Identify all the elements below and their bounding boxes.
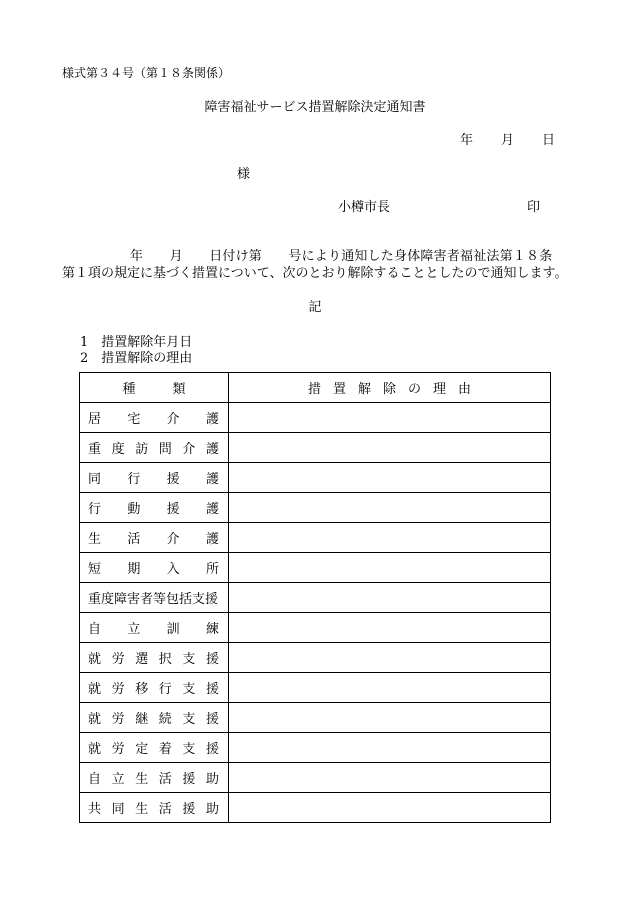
reason-cell[interactable] (229, 733, 551, 763)
reason-cell[interactable] (229, 703, 551, 733)
service-type-char: 択 (158, 652, 172, 667)
document-title: 障害福祉サービス措置解除決定通知書 (204, 100, 426, 115)
issuer-name: 小樽市長 (338, 200, 391, 215)
service-type-char: 宅 (127, 412, 141, 427)
reason-cell[interactable] (229, 493, 551, 523)
table-row (80, 733, 551, 763)
service-type-cell (80, 583, 229, 613)
service-type-char: 介 (182, 442, 196, 457)
date-day: 日 (542, 133, 556, 148)
service-type-char: 援 (205, 682, 219, 697)
service-type-cell (80, 553, 229, 583)
header-type: 種 類 (80, 373, 229, 403)
service-type-char: 護 (205, 412, 219, 427)
body-line-2: 第１項の規定に基づく措置について、次のとおり解除することとしたので通知します。 (62, 266, 568, 281)
service-type-char: 自 (88, 772, 102, 787)
date-line (460, 129, 555, 148)
service-type-char: 援 (166, 502, 180, 517)
table-row (80, 433, 551, 463)
service-type-cell (80, 463, 229, 493)
service-type-char: 訓 (166, 622, 180, 637)
service-type-cell (80, 733, 229, 763)
service-type-char: 護 (205, 442, 219, 457)
table-row (80, 703, 551, 733)
item-1: 1 措置解除年月日 (80, 335, 193, 350)
service-type-char: 問 (158, 442, 172, 457)
service-type-char: 自 (88, 622, 102, 637)
service-type-char: 立 (111, 772, 125, 787)
service-type-char: 労 (111, 742, 125, 757)
service-type-char: 援 (166, 472, 180, 487)
header-reason: 措置解除の理由 (229, 373, 551, 403)
service-type-char: 支 (182, 712, 196, 727)
service-type-char: 活 (158, 772, 172, 787)
service-type-char: 労 (111, 682, 125, 697)
service-type-char: 所 (205, 562, 219, 577)
service-type-char: 練 (205, 622, 219, 637)
service-type-cell (80, 673, 229, 703)
date-year: 年 (460, 133, 474, 148)
service-type-cell (80, 523, 229, 553)
service-type-char: 移 (135, 682, 149, 697)
service-type-char: 立 (127, 622, 141, 637)
table-row (80, 763, 551, 793)
service-type-char: 続 (158, 712, 172, 727)
service-type-char: 就 (88, 742, 102, 757)
service-type-char: 継 (135, 712, 149, 727)
service-type-char: 労 (111, 652, 125, 667)
service-type-char: 介 (166, 532, 180, 547)
reason-cell[interactable] (229, 763, 551, 793)
reason-cell[interactable] (229, 403, 551, 433)
service-type-cell (80, 703, 229, 733)
service-type-char: 援 (205, 652, 219, 667)
item-2: 2 措置解除の理由 (80, 351, 193, 366)
service-type-cell (80, 763, 229, 793)
table-row (80, 463, 551, 493)
service-type-char: 支 (182, 742, 196, 757)
service-type-char: 労 (111, 712, 125, 727)
table-row (80, 403, 551, 433)
table-row (80, 583, 551, 613)
service-type-char: 助 (205, 802, 219, 817)
service-type-char: 度 (111, 442, 125, 457)
service-type-char: 選 (135, 652, 149, 667)
addressee-suffix: 様 (237, 167, 251, 182)
service-type-char: 同 (111, 802, 125, 817)
service-type-char: 就 (88, 682, 102, 697)
service-type-char: 活 (158, 802, 172, 817)
service-type-cell (80, 613, 229, 643)
ki-heading: 記 (308, 300, 322, 315)
service-type-char: 着 (158, 742, 172, 757)
service-type-char: 護 (205, 532, 219, 547)
reason-cell[interactable] (229, 613, 551, 643)
service-type-char: 就 (88, 712, 102, 727)
reason-cell[interactable] (229, 793, 551, 823)
service-type-char: 訪 (135, 442, 149, 457)
service-type-char: 護 (205, 472, 219, 487)
service-type-char: 期 (127, 562, 141, 577)
table-row (80, 613, 551, 643)
service-type-char: 生 (135, 772, 149, 787)
table-row (80, 493, 551, 523)
service-type-char: 行 (88, 502, 102, 517)
service-type-char: 動 (127, 502, 141, 517)
service-type-char: 定 (135, 742, 149, 757)
reason-cell[interactable] (229, 643, 551, 673)
form-number: 様式第３４号（第１８条関係） (62, 66, 231, 80)
service-type-cell (80, 793, 229, 823)
reason-cell[interactable] (229, 463, 551, 493)
service-type-char: 援 (205, 742, 219, 757)
table-row (80, 553, 551, 583)
table-header-row (80, 373, 551, 403)
reason-cell[interactable] (229, 673, 551, 703)
service-type-char: 生 (88, 532, 102, 547)
body-line-1: 年 月 日付け第 号により通知した身体障害者福祉法第１８条 (130, 249, 553, 264)
reason-cell[interactable] (229, 433, 551, 463)
service-type-char: 短 (88, 562, 102, 577)
table-row (80, 793, 551, 823)
table-row (80, 643, 551, 673)
table-row (80, 523, 551, 553)
service-type-char: 重 (88, 442, 102, 457)
service-type-char: 援 (205, 712, 219, 727)
service-type-cell (80, 643, 229, 673)
service-type-char: 就 (88, 652, 102, 667)
table-row (80, 673, 551, 703)
service-type-char: 共 (88, 802, 102, 817)
service-type-char: 活 (127, 532, 141, 547)
service-type-char: 行 (127, 472, 141, 487)
service-type-cell (80, 493, 229, 523)
reason-table (79, 372, 551, 823)
service-type-char: 援 (182, 802, 196, 817)
service-type-cell (80, 433, 229, 463)
service-type-char: 同 (88, 472, 102, 487)
service-type-char: 生 (135, 802, 149, 817)
service-type-char: 入 (166, 562, 180, 577)
service-type-char: 助 (205, 772, 219, 787)
service-type-char: 居 (88, 412, 102, 427)
service-type-char: 支 (182, 652, 196, 667)
service-type-cell (80, 403, 229, 433)
service-type-char: 行 (158, 682, 172, 697)
service-type-char: 重度障害者等包括支援 (88, 592, 219, 607)
service-type-char: 援 (182, 772, 196, 787)
service-type-char: 支 (182, 682, 196, 697)
seal-mark: 印 (527, 200, 541, 215)
date-month: 月 (501, 133, 515, 148)
reason-cell[interactable] (229, 583, 551, 613)
service-type-char: 護 (205, 502, 219, 517)
reason-cell[interactable] (229, 523, 551, 553)
reason-cell[interactable] (229, 553, 551, 583)
service-type-char: 介 (166, 412, 180, 427)
